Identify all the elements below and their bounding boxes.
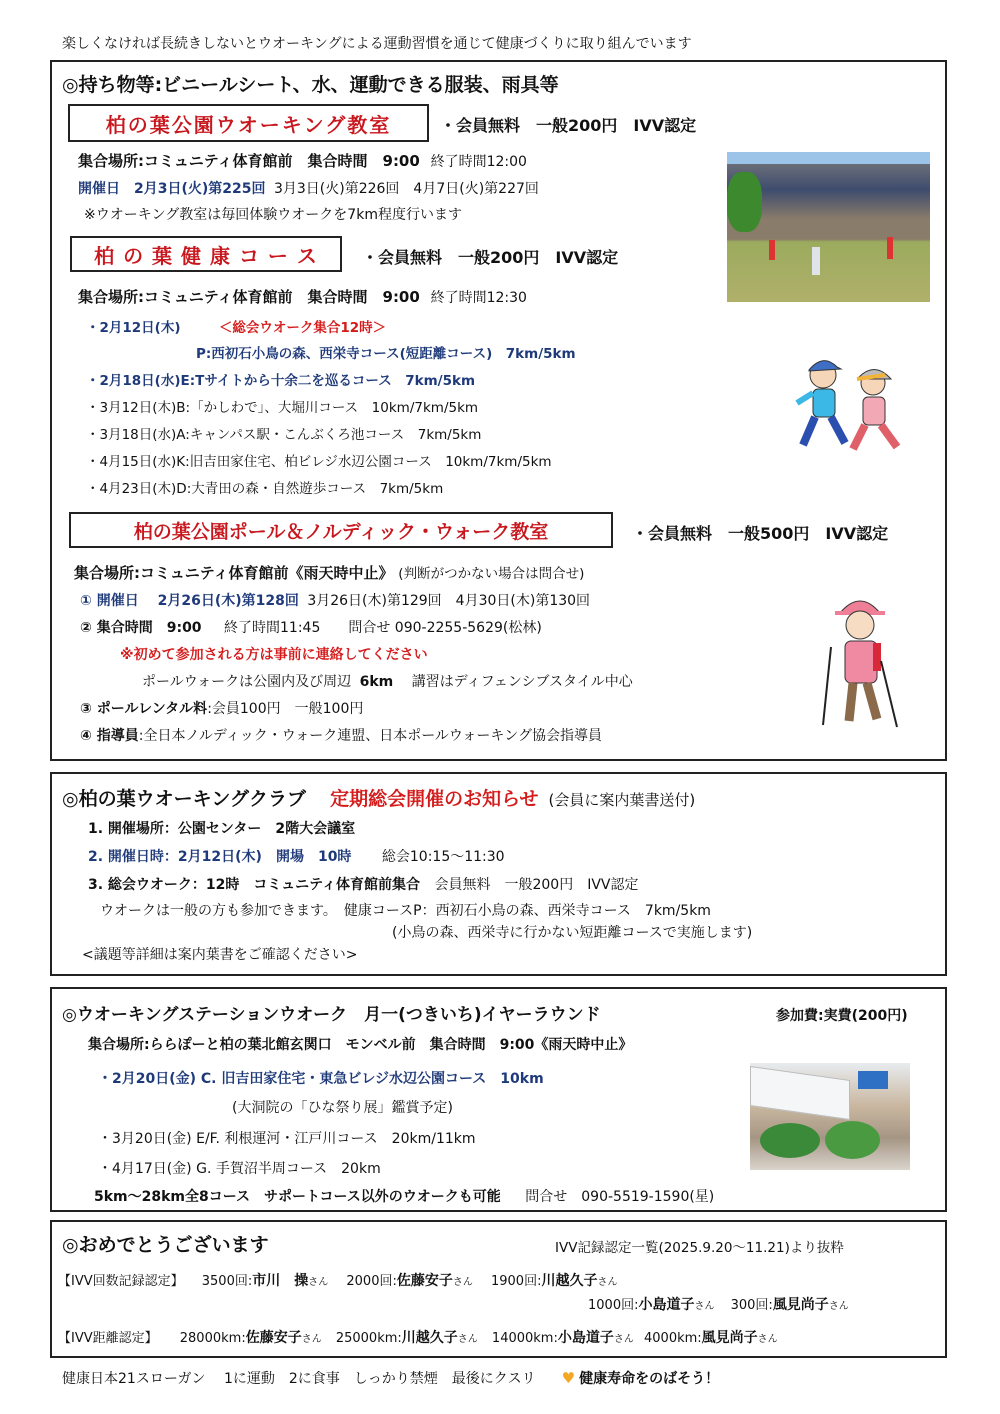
nordic-time: ② 集合時間 9:00	[80, 620, 202, 636]
walking-class-fee: ・会員無料 一般200円 IVV認定	[440, 116, 697, 135]
count-record: 1000回:小島道子さん	[588, 1297, 715, 1313]
nordic-class-fee: ・会員無料 一般500円 IVV認定	[632, 524, 889, 543]
distance-record-label: 【IVV距離認定】	[58, 1331, 158, 1346]
tree-shape	[760, 1123, 820, 1158]
general-meeting-walk-note: ＜総会ウオーク集合12時＞	[218, 320, 387, 336]
nordic-walker-illustration	[815, 585, 910, 735]
record-source: IVV記録認定一覧(2025.9.20〜11.21)より抜粋	[555, 1240, 844, 1256]
course-item: ・4月23日(木)D:大青田の森・自然遊歩コース 7km/5km	[86, 481, 444, 497]
nordic-class-title: 柏の葉公園ポール＆ノルディック・ウォーク教室	[69, 512, 613, 548]
instructor-label: ④ 指導員	[80, 728, 139, 744]
heart-icon: ♥	[561, 1369, 576, 1387]
walking-class-dates: 3月3日(火)第226回 4月7日(火)第227回	[273, 181, 539, 197]
person-shape	[812, 247, 820, 275]
health-course-meeting: 集合場所:コミュニティ体育館前 集合時間 9:00	[78, 288, 420, 306]
person-shape	[887, 237, 893, 259]
meeting-session-time: 総会10:15〜11:30	[381, 849, 505, 865]
meeting-walk-fee: 会員無料 一般200円 IVV認定	[434, 877, 639, 893]
count-record: 1900回:川越久子さん	[490, 1273, 618, 1289]
count-record-label: 【IVV回数記録認定】	[58, 1274, 184, 1289]
first-time-note: ※初めて参加される方は事前に連絡してください	[120, 647, 428, 663]
header-slogan: 楽しくなければ長続きしないとウオーキングによる運動習慣を通じて健康づくりに取り組んでいます	[62, 36, 692, 52]
rental-value: :会員100円 一般100円	[207, 701, 364, 717]
lalaport-photo	[750, 1063, 910, 1170]
tree-shape	[825, 1121, 880, 1159]
station-walk-meeting: 集合場所:ららぽーと柏の葉北館玄関口 モンベル前 集合時間 9:00《雨天時中止》	[88, 1037, 633, 1053]
walking-class-note: ※ウオーキング教室は毎回体験ウオークを7km程度行います	[84, 207, 462, 223]
short-course-note: (小鳥の森、西栄寺に行かない短距離コースで実施します)	[392, 925, 753, 941]
park-gym-photo	[727, 152, 930, 302]
general-meeting-title: 定期総会開催のお知らせ	[330, 788, 539, 810]
course-date: ・2月12日(木)	[86, 320, 181, 336]
person-shape	[769, 240, 775, 260]
club-title: ◎柏の葉ウオーキングクラブ	[62, 788, 307, 810]
course-item: ・2月18日(水)E:Tサイトから十余二を巡るコース 7km/5km	[86, 373, 476, 389]
walking-class-dates-highlight: 開催日 2月3日(火)第225回	[78, 181, 266, 197]
health-course-fee: ・会員無料 一般200円 IVV認定	[362, 248, 619, 267]
count-record: 2000回:佐藤安子さん	[346, 1273, 473, 1289]
health-japan-slogan: 健康日本21スローガン 1に運動 2に食事 しっかり禁煙 最後にクスリ	[62, 1371, 536, 1387]
course-item: ・4月15日(水)K:旧吉田家住宅、柏ビレジ水辺公園コース 10km/7km/5km	[86, 454, 552, 470]
station-walk-item-note: (大洞院の「ひな祭り展」鑑賞予定)	[232, 1100, 453, 1116]
station-walk-contact: 問合せ 090-5519-1590(星)	[525, 1189, 715, 1205]
distance-record: 28000km:佐藤安子さん	[179, 1330, 322, 1346]
walking-couple-illustration	[785, 345, 925, 470]
nordic-dates-highlight: ① 開催日 2月26日(木)第128回	[80, 593, 299, 609]
walking-class-meeting: 集合場所:コミュニティ体育館前 集合時間 9:00	[78, 152, 420, 170]
pole-walk-distance: 6km	[359, 674, 394, 690]
station-walk-item: ・3月20日(金) E/F. 利根運河・江戸川コース 20km/11km	[98, 1131, 476, 1147]
station-walk-fee: 参加費:実費(200円)	[776, 1008, 908, 1024]
station-walk-courses: 5km〜28km全8コース サポートコース以外のウオークも可能	[94, 1189, 501, 1205]
course-item: ・3月18日(水)A:キャンパス駅・こんぶくろ池コース 7km/5km	[86, 427, 482, 443]
walkway-shape	[750, 1066, 850, 1120]
general-meeting-note: (会員に案内葉書送付)	[548, 791, 696, 809]
pole-walk-style: 講習はディフェンシブスタイル中心	[411, 674, 633, 690]
nordic-meeting: 集合場所:コミュニティ体育館前《雨天時中止》	[74, 564, 394, 582]
station-walk-item: ・4月17日(金) G. 手賀沼半周コース 20km	[98, 1161, 381, 1177]
walking-class-title: 柏の葉公園ウオーキング教室	[68, 104, 429, 142]
meeting-datetime: 2. 開催日時：2月12日(木) 開場 10時	[88, 849, 352, 865]
congrats-title: ◎おめでとうございます	[62, 1234, 269, 1256]
nordic-meeting-note: (判断がつかない場合は問合せ)	[398, 566, 585, 582]
health-course-title: 柏 の 葉 健 康 コ ー ス	[70, 236, 342, 272]
station-walk-item: ・2月20日(金) C. 旧吉田家住宅・東急ビレジ水辺公園コース 10km	[98, 1071, 544, 1087]
count-record: 3500回:市川 操さん	[201, 1273, 329, 1289]
health-course-end-time: 終了時間12:30	[430, 290, 527, 306]
nordic-time-contact: 終了時間11:45 問合せ 090-2255-5629(松林)	[224, 620, 542, 636]
meeting-venue: 1. 開催場所：公園センター 2階大会議室	[88, 821, 356, 837]
meeting-walk: 3. 総会ウオーク：12時 コミュニティ体育館前集合	[88, 877, 421, 893]
walking-class-end-time: 終了時間12:00	[430, 154, 527, 170]
belongings-heading: ◎持ち物等:ビニールシート、水、運動できる服装、雨具等	[62, 74, 559, 96]
count-record: 300回:風見尚子さん	[730, 1297, 849, 1313]
logo-shape	[858, 1071, 888, 1089]
pole-walk-text: ポールウォークは公園内及び周辺	[142, 674, 352, 690]
rental-label: ③ ポールレンタル料	[80, 701, 208, 717]
health-tagline: 健康寿命をのばそう！	[579, 1371, 720, 1387]
distance-record: 25000km:川越久子さん	[335, 1330, 478, 1346]
walk-open-note: ウオークは一般の方も参加できます。 健康コースP：西初石小鳥の森、西栄寺コース 7km/5km	[100, 903, 711, 919]
station-walk-title: ◎ウオーキングステーションウオーク 月一(つきいち)イヤーラウンド	[62, 1005, 601, 1025]
agenda-note: <議題等詳細は案内葉書をご確認ください>	[82, 947, 358, 963]
distance-record: 14000km:小島道子さん	[491, 1330, 634, 1346]
distance-record: 4000km:風見尚子さん	[644, 1330, 778, 1346]
course-item: ・3月12日(木)B:「かしわで」、大堀川コース 10km/7km/5km	[86, 400, 479, 416]
nordic-dates: 3月26日(木)第129回 4月30日(木)第130回	[307, 593, 591, 609]
tree-shape	[727, 172, 762, 232]
instructor-value: :全日本ノルディック・ウォーク連盟、日本ポールウォーキング協会指導員	[138, 728, 602, 744]
course-item: P:西初石小鳥の森、西栄寺コース(短距離コース) 7km/5km	[196, 346, 576, 362]
